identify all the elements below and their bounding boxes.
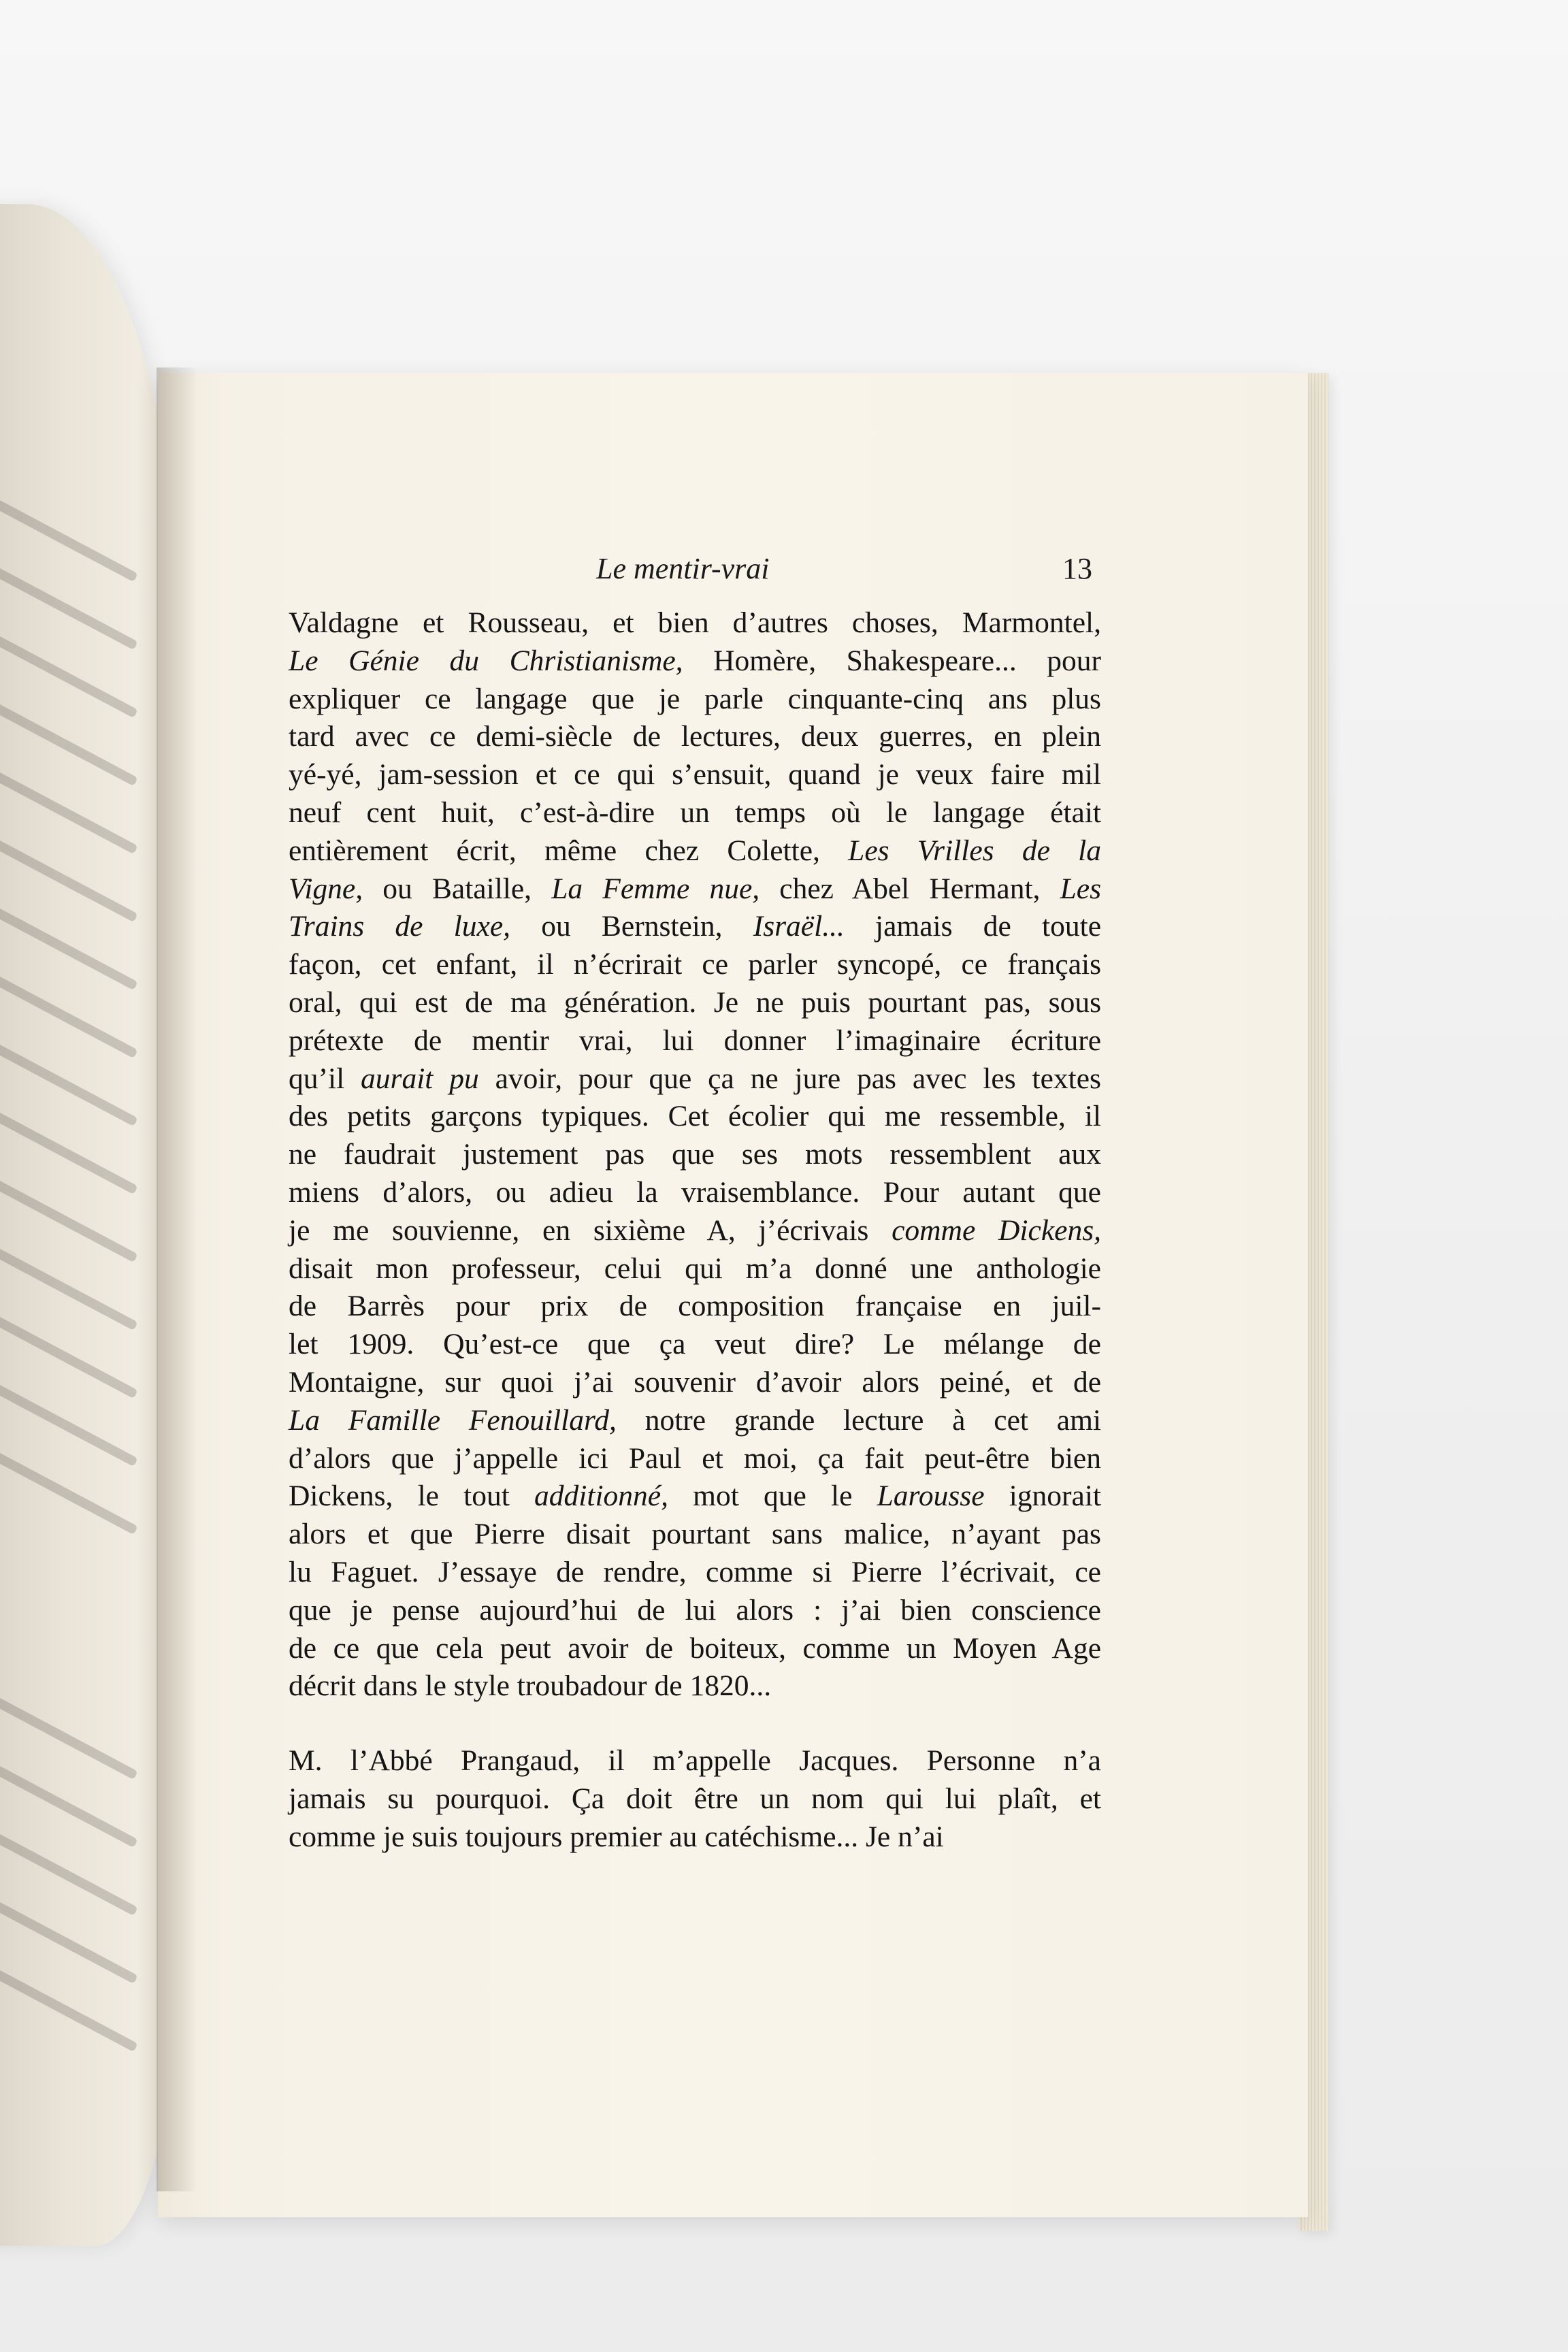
facing-page-text-smudge — [0, 491, 138, 582]
text-run: façon, cet enfant, il n’écrirait ce parler syncopé, ce français — [289, 948, 1101, 981]
text-run: avoir, pour que ça ne jure pas avec les textes — [478, 1062, 1101, 1095]
text-run: jamais su pourquoi. Ça doit être un nom qui lui plaît, et — [289, 1782, 1101, 1815]
text-line — [289, 1402, 1101, 1440]
text-line — [289, 1174, 1101, 1212]
text-run: lu Faguet. J’essaye de rendre, comme si Pierre l’écrivait, ce — [289, 1555, 1101, 1588]
text-line — [289, 794, 1101, 832]
text-line — [289, 1780, 1101, 1818]
italic-text-run: Israël... — [753, 910, 845, 943]
text-run: qu’il — [289, 1062, 361, 1095]
text-line — [289, 1742, 1101, 1780]
italic-text-run: comme Dickens, — [892, 1213, 1101, 1247]
text-run: des petits garçons typiques. Cet écolier qui me ressemble, il — [289, 1100, 1101, 1133]
text-run: comme je suis toujours premier au catéchisme... Je n’ai — [289, 1820, 944, 1853]
text-run: de Barrès pour prix de composition française en juil- — [289, 1290, 1101, 1323]
text-run: tard avec ce demi-siècle de lectures, deux guerres, en plein — [289, 720, 1101, 753]
text-run: prétexte de mentir vrai, lui donner l’imaginaire écriture — [289, 1024, 1101, 1057]
text-line — [289, 870, 1101, 909]
text-line — [289, 1554, 1101, 1592]
text-run: neuf cent huit, c’est-à-dire un temps où le langage était — [289, 796, 1101, 829]
text-line — [289, 1136, 1101, 1174]
text-line — [289, 1250, 1101, 1288]
text-run: ignorait — [984, 1480, 1101, 1513]
text-run: ou Bataille, — [363, 872, 552, 905]
text-run: Valdagne et Rousseau, et bien d’autres choses, Marmontel, — [289, 606, 1101, 639]
text-line — [289, 1326, 1101, 1364]
italic-text-run: La Famille Fenouillard, — [289, 1403, 617, 1437]
italic-text-run: aurait pu — [361, 1062, 479, 1095]
text-run: miens d’alors, ou adieu la vraisemblance. Pour autant que — [289, 1175, 1101, 1209]
text-run: je me souvienne, en sixième A, j’écrivais — [289, 1213, 892, 1247]
text-line — [289, 908, 1101, 946]
italic-text-run: Les Vrilles de la — [848, 834, 1101, 867]
book-page — [158, 373, 1308, 2217]
text-line — [289, 1098, 1101, 1136]
text-line — [289, 1440, 1101, 1478]
text-line — [289, 1592, 1101, 1630]
text-line — [289, 756, 1101, 794]
text-line — [289, 1364, 1101, 1402]
text-run: mot que le — [668, 1480, 877, 1513]
text-run: que je pense aujourd’hui de lui alors : j’ai bien conscience — [289, 1593, 1101, 1627]
text-run: d’alors que j’appelle ici Paul et moi, ça fait peut-être bien — [289, 1441, 1101, 1475]
text-run: entièrement écrit, même chez Colette, — [289, 834, 849, 867]
facing-page — [0, 204, 177, 2246]
italic-text-run: Trains de luxe, — [289, 910, 511, 943]
text-line — [289, 1818, 1101, 1857]
paragraph-gap — [289, 1705, 1101, 1742]
running-head: Le mentir-vrai — [596, 552, 770, 585]
text-run: yé-yé, jam-session et ce qui s’ensuit, quand je veux faire mil — [289, 758, 1101, 791]
text-run: ne faudrait justement pas que ses mots ressemblent aux — [289, 1138, 1101, 1171]
text-run: jamais de toute — [844, 910, 1102, 943]
text-run: expliquer ce langage que je parle cinquante-cinq ans plus — [289, 682, 1101, 715]
italic-text-run: Le Génie du Christianisme, — [289, 644, 683, 677]
text-run: alors et que Pierre disait pourtant sans malice, n’ayant pas — [289, 1518, 1101, 1551]
italic-text-run: Les — [1060, 872, 1102, 905]
text-line — [289, 946, 1101, 984]
text-line — [289, 1212, 1101, 1250]
italic-text-run: Vigne, — [289, 872, 363, 905]
italic-text-run: additionné, — [534, 1480, 668, 1513]
text-line — [289, 1022, 1101, 1060]
text-line — [289, 1630, 1101, 1668]
text-line — [289, 984, 1101, 1022]
text-run: oral, qui est de ma génération. Je ne puis pourtant pas, sous — [289, 985, 1101, 1019]
gutter-shadow — [157, 368, 197, 2191]
text-run: M. l’Abbé Prangaud, il m’appelle Jacques. Personne n’a — [289, 1744, 1101, 1778]
text-line — [289, 1516, 1101, 1554]
text-run: chez Abel Hermant, — [760, 872, 1060, 905]
text-line — [289, 681, 1101, 719]
text-run: de ce que cela peut avoir de boiteux, comme un Moyen Age — [289, 1631, 1101, 1665]
facing-page-text-smudge — [0, 1688, 138, 1780]
text-run: Dickens, le tout — [289, 1480, 535, 1513]
text-line — [289, 832, 1101, 870]
text-run: ou Bernstein, — [510, 910, 753, 943]
italic-text-run: Larousse — [877, 1480, 985, 1513]
page-number: 13 — [1062, 552, 1092, 585]
text-run: Homère, Shakespeare... pour — [683, 644, 1101, 677]
text-line — [289, 1288, 1101, 1326]
text-line — [289, 604, 1101, 642]
text-run: disait mon professeur, celui qui m’a donné une anthologie — [289, 1252, 1101, 1285]
text-run: notre grande lecture à cet ami — [616, 1403, 1101, 1437]
text-line — [289, 718, 1101, 756]
text-run: décrit dans le style troubadour de 1820... — [289, 1669, 772, 1703]
text-line — [289, 1060, 1101, 1098]
text-run: Montaigne, sur quoi j’ai souvenir d’avoir alors peiné, et de — [289, 1365, 1101, 1399]
text-line — [289, 1667, 1101, 1705]
text-line — [289, 642, 1101, 681]
body-text — [289, 604, 1101, 1857]
text-line — [289, 1477, 1101, 1516]
text-run: let 1909. Qu’est-ce que ça veut dire? Le mélange de — [289, 1328, 1101, 1361]
italic-text-run: La Femme nue, — [551, 872, 760, 905]
